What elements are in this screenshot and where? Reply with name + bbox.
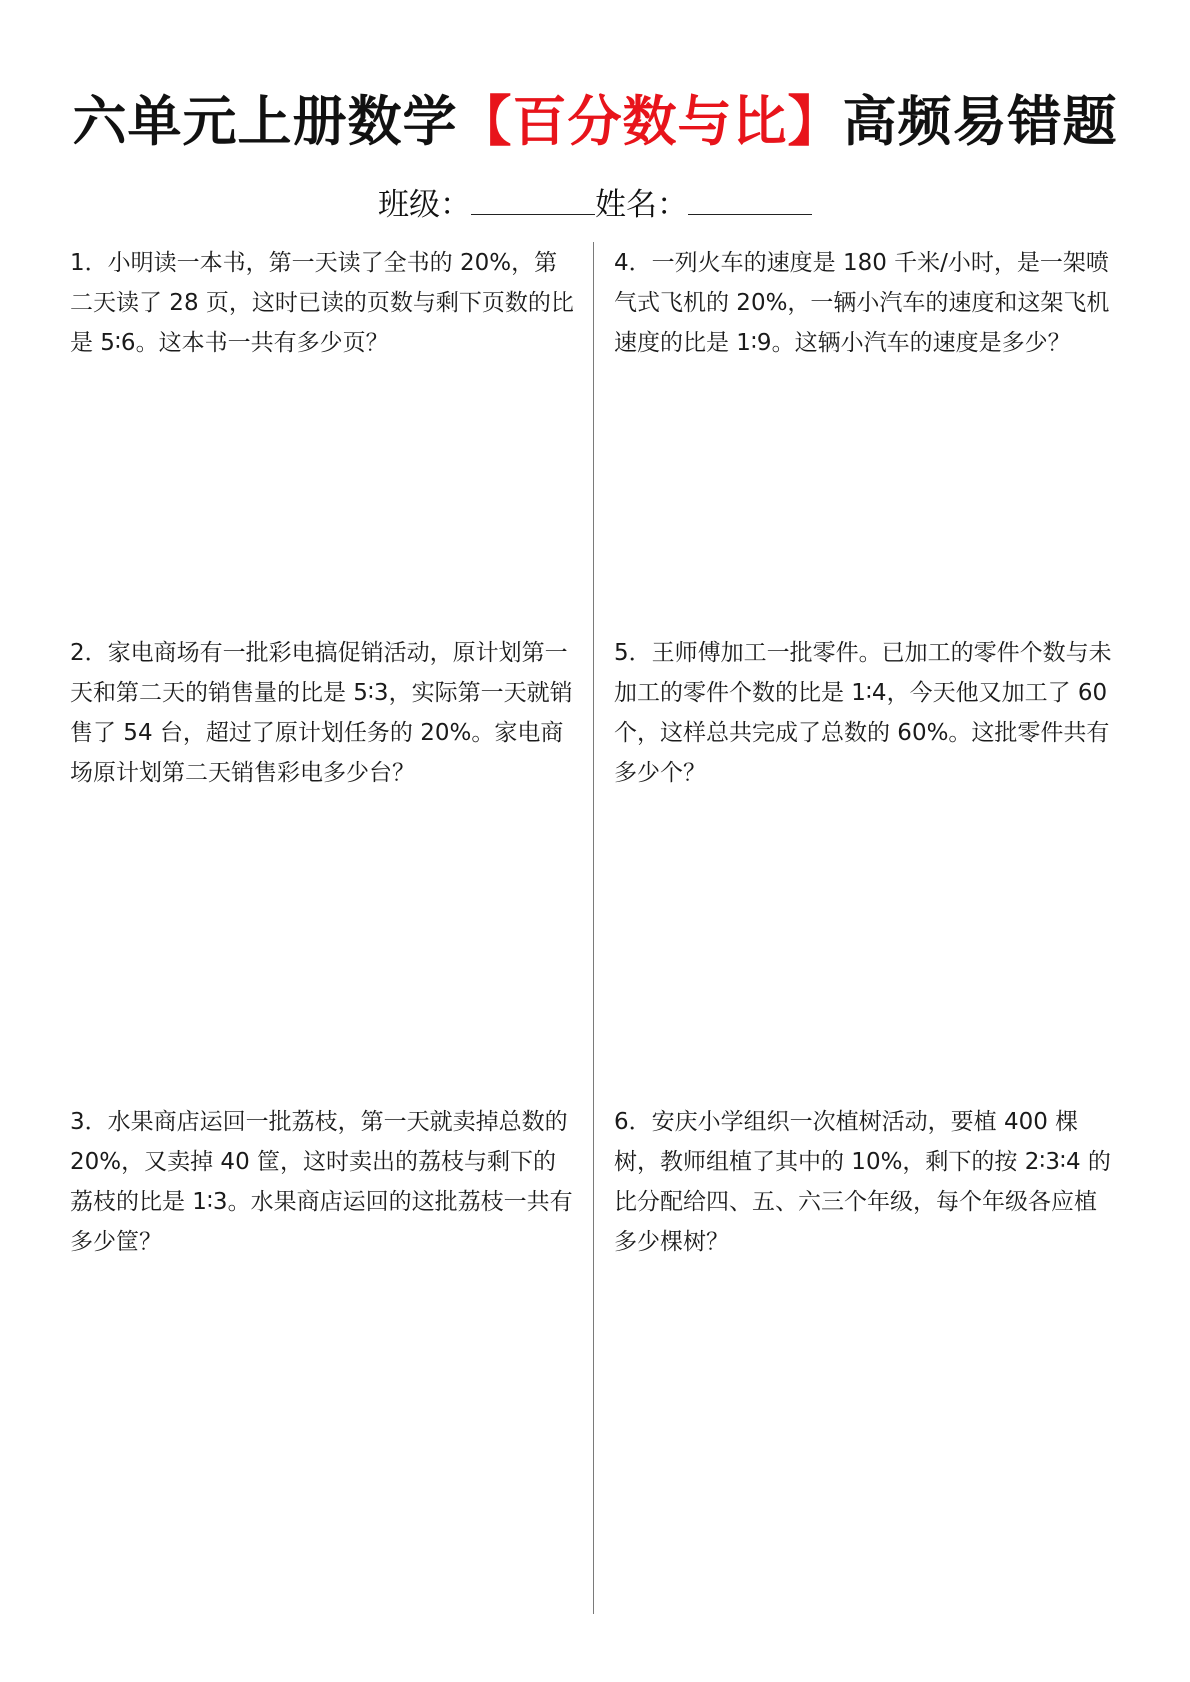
name-blank-field[interactable] xyxy=(688,184,812,215)
title-prefix: 六单元上册数学 xyxy=(72,90,458,153)
question-1: 1．小明读一本书，第一天读了全书的 20%，第二天读了 28 页，这时已读的页数与剩下页数的比是 5∶6。这本书一共有多少页？ xyxy=(70,250,574,356)
class-label: 班级： xyxy=(378,187,471,223)
question-2: 2．家电商场有一批彩电搞促销活动，原计划第一天和第二天的销售量的比是 5∶3，实际第一天就销售了 54 台，超过了原计划任务的 20%。家电商场原计划第二天销售彩电多少台？ xyxy=(70,640,573,786)
question-4: 4．一列火车的速度是 180 千米/小时，是一架喷气式飞机的 20%，一辆小汽车的速度和这架飞机速度的比是 1∶9。这辆小汽车的速度是多少？ xyxy=(614,250,1110,356)
column-divider xyxy=(593,242,594,1614)
question-5: 5．王师傅加工一批零件。已加工的零件个数与未加工的零件个数的比是 1∶4，今天他又加工了 60 个，这样总共完成了总数的 60%。这批零件共有多少个？ xyxy=(614,640,1112,786)
title-highlight: 【百分数与比】 xyxy=(457,90,843,153)
page-title xyxy=(0,86,1190,158)
class-blank-field[interactable] xyxy=(471,184,595,215)
title-suffix: 高频易错题 xyxy=(842,90,1118,153)
student-info-line xyxy=(0,182,1190,228)
question-3: 3．水果商店运回一批荔枝，第一天就卖掉总数的 20%，又卖掉 40 筐，这时卖出的荔枝与剩下的荔枝的比是 1∶3。水果商店运回的这批荔枝一共有多少筐？ xyxy=(70,1109,573,1255)
name-label: 姓名： xyxy=(595,187,688,223)
question-6: 6．安庆小学组织一次植树活动，要植 400 棵树，教师组植了其中的 10%，剩下的按 2∶3∶4 的比分配给四、五、六三个年级，每个年级各应植多少棵树？ xyxy=(614,1109,1111,1255)
